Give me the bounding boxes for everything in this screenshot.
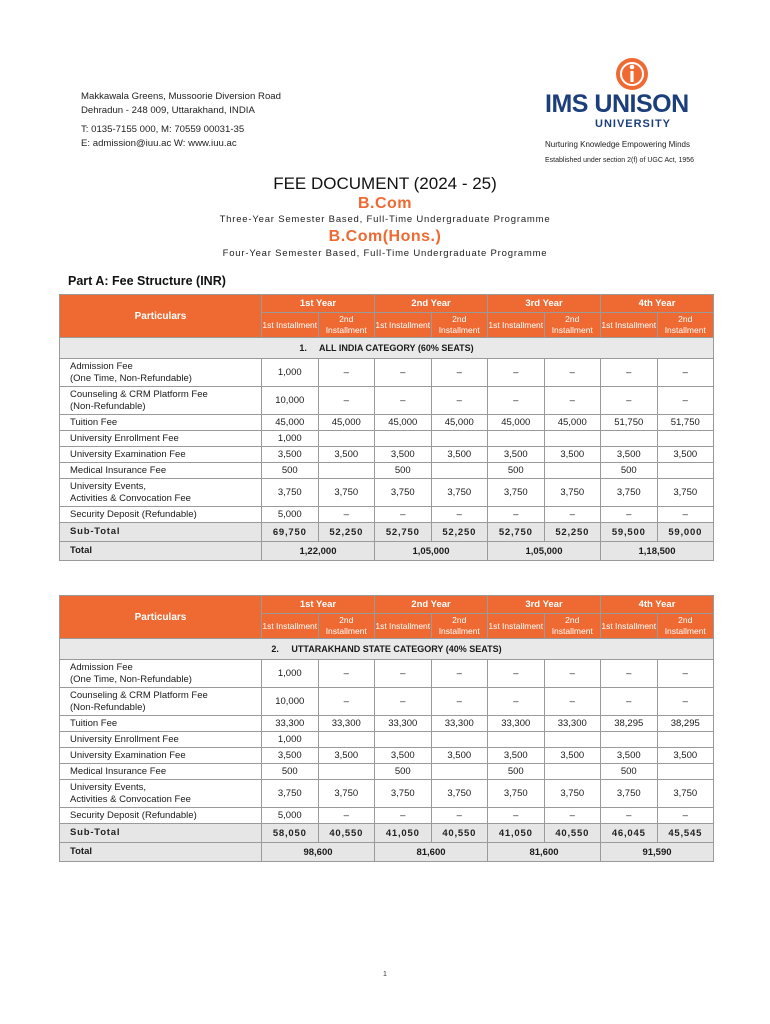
subtotal-cell: 46,045 (601, 824, 658, 843)
fee-cell: 3,750 (488, 780, 545, 808)
installment-header: 2nd Installment (318, 614, 375, 639)
fee-cell: – (601, 660, 658, 688)
subtotal-cell: 40,550 (431, 824, 488, 843)
total-cell: 81,600 (488, 843, 601, 862)
fee-label (60, 507, 262, 523)
fee-row (60, 387, 714, 415)
fee-cell: 51,750 (601, 415, 658, 431)
year-header: 2nd Year (375, 295, 488, 313)
fee-cell: – (657, 808, 714, 824)
fee-cell: – (657, 688, 714, 716)
fee-cell: 3,750 (262, 780, 319, 808)
fee-row (60, 447, 714, 463)
installment-header: 2nd Installment (544, 313, 601, 338)
fee-label (60, 748, 262, 764)
fee-cell: 3,750 (601, 780, 658, 808)
fee-label (60, 808, 262, 824)
fee-cell: 45,000 (544, 415, 601, 431)
installment-header: 2nd Installment (431, 614, 488, 639)
fee-row (60, 431, 714, 447)
fee-label-line: (One Time, Non-Refundable) (70, 372, 192, 384)
fee-table-all-india (59, 294, 714, 561)
fee-cell: 45,000 (318, 415, 375, 431)
fee-row (60, 463, 714, 479)
fee-cell: – (488, 808, 545, 824)
address-line-2: Dehradun - 248 009, Uttarakhand, INDIA (81, 104, 255, 116)
fee-cell (431, 732, 488, 748)
fee-row (60, 415, 714, 431)
fee-label-line: Tuition Fee (70, 717, 118, 729)
fee-cell: – (544, 387, 601, 415)
total-cell: 98,600 (262, 843, 375, 862)
category-title: UTTARAKHAND STATE CATEGORY (40% SEATS) (291, 644, 502, 654)
fee-cell: – (488, 660, 545, 688)
fee-cell: – (544, 507, 601, 523)
subtotal-cell: 52,750 (488, 523, 545, 542)
category-title: ALL INDIA CATEGORY (60% SEATS) (319, 343, 474, 353)
fee-label (60, 764, 262, 780)
subtotal-row (60, 824, 714, 843)
fee-cell: – (601, 808, 658, 824)
subtotal-cell: 52,250 (544, 523, 601, 542)
fee-cell: 33,300 (375, 716, 432, 732)
subtotal-cell: 40,550 (318, 824, 375, 843)
fee-row (60, 780, 714, 808)
fee-cell: 3,750 (544, 479, 601, 507)
fee-label (60, 660, 262, 688)
fee-cell: – (657, 660, 714, 688)
fee-cell (544, 732, 601, 748)
fee-cell: 3,750 (431, 780, 488, 808)
fee-label-line: Activities & Convocation Fee (70, 793, 191, 805)
fee-label-line: Counseling & CRM Platform Fee (70, 689, 208, 701)
fee-cell (544, 431, 601, 447)
fee-label (60, 716, 262, 732)
fee-cell: 33,300 (431, 716, 488, 732)
fee-row (60, 507, 714, 523)
fee-cell (544, 463, 601, 479)
total-label: Total (60, 843, 262, 862)
fee-cell: 500 (375, 764, 432, 780)
fee-cell: – (431, 507, 488, 523)
fee-cell: 3,750 (657, 780, 714, 808)
category-number: 2. (271, 644, 279, 654)
fee-cell: 3,500 (488, 447, 545, 463)
fee-label-line: Security Deposit (Refundable) (70, 809, 197, 821)
fee-cell: 33,300 (544, 716, 601, 732)
fee-cell: – (601, 507, 658, 523)
fee-cell: 5,000 (262, 808, 319, 824)
subtotal-cell: 52,750 (375, 523, 432, 542)
fee-cell: 45,000 (488, 415, 545, 431)
fee-label-line: (Non-Refundable) (70, 701, 146, 713)
fee-row (60, 688, 714, 716)
fee-cell: – (318, 688, 375, 716)
total-cell: 1,05,000 (488, 542, 601, 561)
fee-cell: 3,500 (318, 447, 375, 463)
total-cell: 1,18,500 (601, 542, 714, 561)
installment-header: 1st Installment (375, 614, 432, 639)
fee-cell: – (544, 688, 601, 716)
fee-cell: – (601, 359, 658, 387)
fee-cell: – (431, 387, 488, 415)
fee-label (60, 780, 262, 808)
fee-cell: 51,750 (657, 415, 714, 431)
fee-cell (601, 431, 658, 447)
total-cell: 91,590 (601, 843, 714, 862)
installment-header: 2nd Installment (544, 614, 601, 639)
fee-cell (488, 732, 545, 748)
fee-label-line: Medical Insurance Fee (70, 464, 167, 476)
fee-label (60, 688, 262, 716)
category-number: 1. (299, 343, 307, 353)
fee-cell: 1,000 (262, 431, 319, 447)
fee-cell: 38,295 (657, 716, 714, 732)
fee-cell: – (375, 688, 432, 716)
fee-cell: – (318, 808, 375, 824)
address-block (81, 90, 281, 150)
fee-cell: 3,500 (431, 748, 488, 764)
subtotal-cell: 40,550 (544, 824, 601, 843)
subtotal-cell: 59,500 (601, 523, 658, 542)
fee-cell: 3,500 (657, 748, 714, 764)
fee-cell: 500 (488, 463, 545, 479)
fee-cell: 500 (262, 463, 319, 479)
subtotal-label: Sub-Total (60, 824, 262, 843)
fee-label-line: (One Time, Non-Refundable) (70, 673, 192, 685)
fee-cell: – (375, 660, 432, 688)
fee-cell: – (318, 387, 375, 415)
installment-header: 2nd Installment (657, 313, 714, 338)
fee-cell: 33,300 (488, 716, 545, 732)
fee-label-line: Admission Fee (70, 360, 133, 372)
fee-label-line: Activities & Convocation Fee (70, 492, 191, 504)
fee-label-line: University Events, (70, 480, 147, 492)
fee-cell: 3,750 (431, 479, 488, 507)
category-row (60, 639, 714, 660)
fee-cell: – (431, 688, 488, 716)
installment-header: 2nd Installment (657, 614, 714, 639)
fee-cell: 3,500 (262, 447, 319, 463)
program-2-description: Four-Year Semester Based, Full-Time Undergraduate Programme (222, 248, 548, 259)
fee-label (60, 431, 262, 447)
fee-cell: 500 (488, 764, 545, 780)
fee-cell: 3,500 (488, 748, 545, 764)
fee-cell: 10,000 (262, 688, 319, 716)
fee-cell: – (375, 359, 432, 387)
fee-cell: 45,000 (262, 415, 319, 431)
subtotal-cell: 58,050 (262, 824, 319, 843)
fee-row (60, 359, 714, 387)
logo-established: Established under section 2(f) of UGC Act, 1956 (545, 157, 695, 164)
fee-cell: 3,750 (601, 479, 658, 507)
fee-cell (601, 732, 658, 748)
subtotal-cell: 41,050 (375, 824, 432, 843)
email-web-line: E: admission@iuu.ac W: www.iuu.ac (81, 137, 237, 149)
fee-cell: – (488, 359, 545, 387)
fee-label (60, 463, 262, 479)
installment-header: 1st Installment (262, 313, 319, 338)
fee-cell: – (657, 359, 714, 387)
fee-cell: 1,000 (262, 660, 319, 688)
fee-cell: 3,750 (262, 479, 319, 507)
fee-cell: 3,750 (318, 479, 375, 507)
fee-cell (657, 431, 714, 447)
fee-label-line: University Examination Fee (70, 448, 186, 460)
fee-cell (431, 463, 488, 479)
fee-cell: 3,500 (544, 748, 601, 764)
fee-cell: 33,300 (262, 716, 319, 732)
fee-cell: 500 (262, 764, 319, 780)
fee-cell (657, 764, 714, 780)
total-cell: 1,05,000 (375, 542, 488, 561)
fee-cell: – (657, 507, 714, 523)
fee-row (60, 716, 714, 732)
fee-label-line: Tuition Fee (70, 416, 118, 428)
subtotal-cell: 52,250 (318, 523, 375, 542)
fee-row (60, 748, 714, 764)
program-1-title: B.Com (357, 195, 413, 212)
total-row (60, 843, 714, 862)
installment-header: 2nd Installment (431, 313, 488, 338)
fee-cell: 500 (601, 764, 658, 780)
fee-cell (657, 732, 714, 748)
fee-label (60, 415, 262, 431)
fee-cell: 3,500 (262, 748, 319, 764)
fee-label (60, 732, 262, 748)
subtotal-cell: 69,750 (262, 523, 319, 542)
subtotal-cell: 52,250 (431, 523, 488, 542)
fee-label (60, 359, 262, 387)
fee-cell: 3,500 (657, 447, 714, 463)
installment-header: 1st Installment (601, 313, 658, 338)
installment-header: 1st Installment (601, 614, 658, 639)
fee-label (60, 447, 262, 463)
program-1-description: Three-Year Semester Based, Full-Time Undergraduate Programme (219, 214, 551, 225)
fee-cell: 33,300 (318, 716, 375, 732)
fee-label-line: University Enrollment Fee (70, 432, 179, 444)
fee-cell: – (488, 507, 545, 523)
fee-cell: 3,750 (375, 780, 432, 808)
category-row (60, 338, 714, 359)
logo-tagline: Nurturing Knowledge Empowering Minds (545, 140, 690, 149)
fee-cell: 45,000 (431, 415, 488, 431)
fee-cell: 1,000 (262, 732, 319, 748)
total-cell: 81,600 (375, 843, 488, 862)
fee-cell: – (375, 387, 432, 415)
year-header: 2nd Year (375, 596, 488, 614)
fee-label (60, 479, 262, 507)
fee-rows (60, 359, 714, 523)
fee-cell: 10,000 (262, 387, 319, 415)
fee-cell (431, 764, 488, 780)
fee-cell: – (318, 359, 375, 387)
year-header: 1st Year (262, 596, 375, 614)
fee-cell: 3,500 (318, 748, 375, 764)
fee-cell: 3,500 (375, 447, 432, 463)
subtotal-cell: 59,000 (657, 523, 714, 542)
year-header: 1st Year (262, 295, 375, 313)
fee-row (60, 764, 714, 780)
fee-cell: 3,500 (431, 447, 488, 463)
subtotal-row (60, 523, 714, 542)
fee-cell: – (375, 808, 432, 824)
fee-label-line: Counseling & CRM Platform Fee (70, 388, 208, 400)
fee-cell: 3,750 (375, 479, 432, 507)
logo-name: IMS UNISON (545, 90, 689, 118)
fee-table-uttarakhand (59, 595, 714, 862)
installment-header: 1st Installment (488, 313, 545, 338)
fee-row (60, 660, 714, 688)
fee-cell: – (488, 387, 545, 415)
fee-cell: 1,000 (262, 359, 319, 387)
fee-label-line: Security Deposit (Refundable) (70, 508, 197, 520)
fee-cell (318, 431, 375, 447)
year-header: 4th Year (601, 295, 714, 313)
fee-cell: 3,750 (544, 780, 601, 808)
fee-label-line: University Enrollment Fee (70, 733, 179, 745)
fee-cell: – (544, 359, 601, 387)
page-number: 1 (383, 971, 387, 978)
particulars-header: Particulars (60, 295, 262, 338)
year-header: 3rd Year (488, 295, 601, 313)
fee-cell (375, 732, 432, 748)
fee-cell (488, 431, 545, 447)
fee-row (60, 732, 714, 748)
fee-cell: 3,750 (318, 780, 375, 808)
fee-cell: – (318, 507, 375, 523)
fee-cell (318, 732, 375, 748)
fee-row (60, 479, 714, 507)
fee-cell: 3,750 (488, 479, 545, 507)
subtotal-cell: 45,545 (657, 824, 714, 843)
fee-cell: 5,000 (262, 507, 319, 523)
fee-label (60, 387, 262, 415)
installment-header: 1st Installment (375, 313, 432, 338)
fee-cell: 500 (601, 463, 658, 479)
program-2-title: B.Com(Hons.) (328, 228, 442, 245)
fee-row (60, 808, 714, 824)
fee-cell: 3,500 (601, 748, 658, 764)
logo-emblem-icon (614, 56, 650, 92)
document-title: FEE DOCUMENT (2024 - 25) (273, 174, 497, 193)
year-header: 3rd Year (488, 596, 601, 614)
address-line-1: Makkawala Greens, Mussoorie Diversion Road (81, 91, 281, 102)
total-label: Total (60, 542, 262, 561)
fee-cell: – (601, 387, 658, 415)
fee-cell: – (431, 808, 488, 824)
fee-cell: – (318, 660, 375, 688)
fee-cell: 45,000 (375, 415, 432, 431)
fee-cell: – (544, 808, 601, 824)
fee-cell: – (657, 387, 714, 415)
fee-cell: – (375, 507, 432, 523)
fee-label-line: University Events, (70, 781, 147, 793)
fee-cell: 3,500 (601, 447, 658, 463)
fee-cell: – (601, 688, 658, 716)
logo-university-text: UNIVERSITY (595, 118, 672, 130)
fee-cell (318, 463, 375, 479)
fee-cell (544, 764, 601, 780)
subtotal-label: Sub-Total (60, 523, 262, 542)
fee-cell (375, 431, 432, 447)
total-cell: 1,22,000 (262, 542, 375, 561)
phone-line: T: 0135-7155 000, M: 70559 00031-35 (81, 124, 245, 135)
fee-cell: 38,295 (601, 716, 658, 732)
installment-header: 2nd Installment (318, 313, 375, 338)
fee-cell (431, 431, 488, 447)
fee-cell (657, 463, 714, 479)
fee-cell (318, 764, 375, 780)
year-header: 4th Year (601, 596, 714, 614)
total-row (60, 542, 714, 561)
fee-label-line: Medical Insurance Fee (70, 765, 167, 777)
fee-cell: 3,500 (375, 748, 432, 764)
installment-header: 1st Installment (262, 614, 319, 639)
particulars-header: Particulars (60, 596, 262, 639)
fee-label-line: University Examination Fee (70, 749, 186, 761)
installment-header: 1st Installment (488, 614, 545, 639)
fee-label-line: (Non-Refundable) (70, 400, 146, 412)
fee-cell: – (544, 660, 601, 688)
part-a-heading: Part A: Fee Structure (INR) (68, 274, 226, 288)
fee-cell: 3,500 (544, 447, 601, 463)
subtotal-cell: 41,050 (488, 824, 545, 843)
fee-cell: – (488, 688, 545, 716)
fee-cell: – (431, 660, 488, 688)
fee-rows (60, 660, 714, 824)
fee-cell: – (431, 359, 488, 387)
fee-cell: 500 (375, 463, 432, 479)
fee-cell: 3,750 (657, 479, 714, 507)
fee-label-line: Admission Fee (70, 661, 133, 673)
